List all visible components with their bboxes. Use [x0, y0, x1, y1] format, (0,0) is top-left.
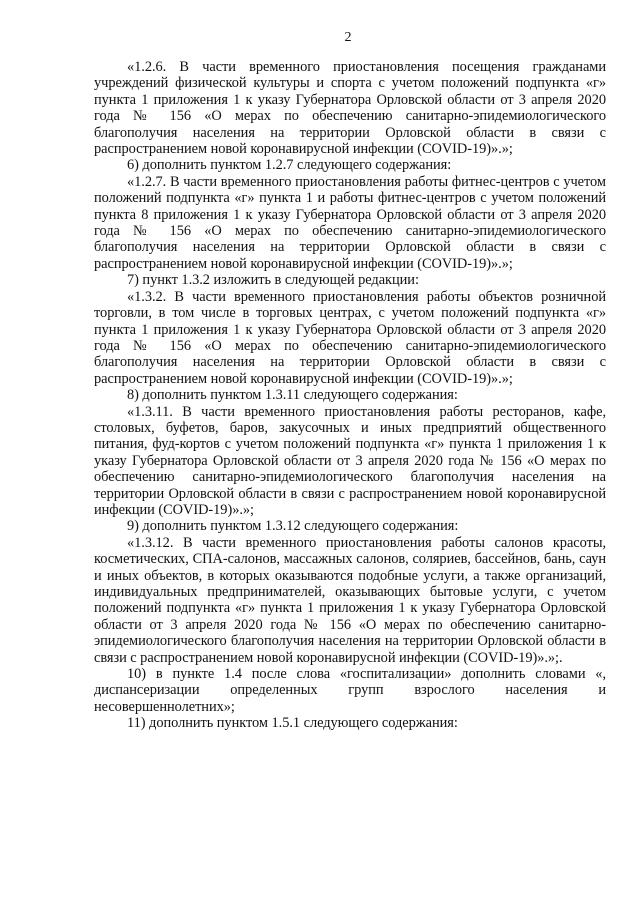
document-body — [94, 59, 606, 732]
page-number: 2 — [344, 30, 352, 45]
paragraph-item-9: 9) дополнить пунктом 1.3.12 следующего содержания: — [127, 518, 459, 535]
paragraph-item-8: 8) дополнить пунктом 1.3.11 следующего содержания: — [127, 387, 458, 404]
paragraph-item-6: 6) дополнить пунктом 1.2.7 следующего содержания: — [127, 157, 452, 174]
paragraph-item-7: 7) пункт 1.3.2 изложить в следующей редакции: — [127, 272, 419, 289]
paragraph-1-3-2: «1.3.2. В части временного приостановления работы объектов розничной торговли, в том числе в торговых центрах, с учетом положений подпункта «г» пункта 1 приложения 1 к указу Губернатора Орловской области от 3 апреля 2020 года № 156 «О мерах по обеспечению санитарно-эпидемиологического благополучия населения на территории Орловской области в связи с распространением новой коронавирусной инфекции (COVID-19)».»; — [94, 288, 606, 387]
paragraph-1-3-11: «1.3.11. В части временного приостановления работы ресторанов, кафе, столовых, буфетов, баров, закусочных и иных предприятий общественного питания, фуд-кортов с учетом положений подпункта «г» пункта 1 приложения 1 к указу Губернатора Орловской области от 3 апреля 2020 года № 156 «О мерах по обеспечению санитарно-эпидемиологического благополучия населения на территории Орловской области в связи с распространением новой коронавирусной инфекции (COVID-19)».»; — [94, 403, 606, 518]
paragraph-1-3-12: «1.3.12. В части временного приостановления работы салонов красоты, косметических, СПА-салонов, массажных салонов, соляриев, бассейнов, бань, саун и иных объектов, в которых оказываются подобные услуги, а также организаций, индивидуальных предпринимателей, оказывающих бытовые услуги, с учетом положений подпункта «г» пункта 1 приложения 1 к указу Губернатора Орловской области от 3 апреля 2020 года № 156 «О мерах по обеспечению санитарно-эпидемиологического благополучия населения на территории Орловской области в связи с распространением новой коронавирусной инфекции (COVID-19)».»;. — [94, 534, 606, 666]
paragraph-item-11: 11) дополнить пунктом 1.5.1 следующего содержания: — [127, 715, 458, 732]
paragraph-1-2-7: «1.2.7. В части временного приостановления работы фитнес-центров с учетом положений подпункта «г» пункта 1 и работы фитнес-центров с учетом положений пункта 8 приложения 1 к указу Губернатора Орловской области от 3 апреля 2020 года № 156 «О мерах по обеспечению санитарно-эпидемиологического благополучия населения на территории Орловской области в связи с распространением новой коронавирусной инфекции (COVID-19)».»; — [94, 173, 606, 272]
paragraph-1-2-6: «1.2.6. В части временного приостановления посещения гражданами учреждений физической культуры и спорта с учетом положений подпункта «г» пункта 1 приложения 1 к указу Губернатора Орловской области от 3 апреля 2020 года № 156 «О мерах по обеспечению санитарно-эпидемиологического благополучия населения на территории Орловской области в связи с распространением новой коронавирусной инфекции (COVID-19)».»; — [94, 59, 606, 158]
paragraph-item-10: 10) в пункте 1.4 после слова «госпитализации» дополнить словами «, диспансеризации определенных групп взрослого населения и несовершеннолетних»; — [94, 666, 606, 715]
